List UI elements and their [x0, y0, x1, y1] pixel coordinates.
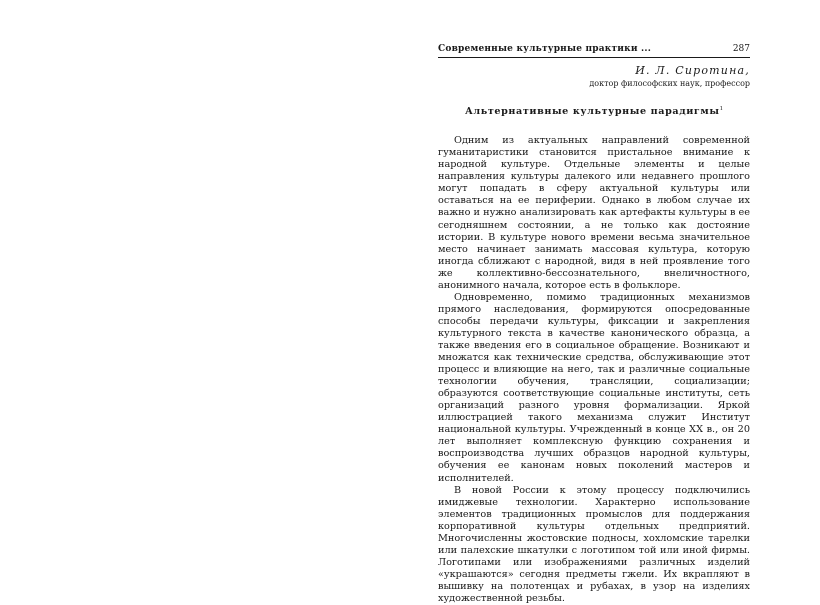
author-name: И. Л. Сиротина, [635, 64, 750, 77]
footnote-marker: 1 [719, 106, 724, 112]
body-paragraph-3: В новой России к этому процессу подключились имиджевые технологии. Характерно использование элементов традиционных промыслов для поддержания корпоративной культуры отдельных предприятий. Многочисленны жостовские подносы, хохломские тарелки или палехские шкатулки с логотипом той или иной фирмы. Логотипами или изображениями различных изделий «украшаются» сегодня предметы гжели. Их вкрапляют в вышивку на полотенцах и рубахах, в узор на изделиях художественной резьбы. [438, 484, 750, 604]
article-title-text: Альтернативные культурные парадигмы [464, 106, 720, 118]
author-block [438, 64, 750, 89]
author-degree: доктор философских наук, профессор [589, 79, 750, 88]
body-paragraph-2: Одновременно, помимо традиционных механизмов прямого наследования, формируются опосредованные способы передачи культуры, фиксации и закрепления культурного текста в качестве канонического образца, а также введения его в социальное обращение. Возникают и множатся как технические средства, обслуживающие этот процесс и влияющие на него, так и различные социальные технологии обучения, трансляции, социализации; образуются соответствующие социальные институты, сеть организаций разного уровня формализации. Яркой иллюстрацией такого механизма служит Институт национальной культуры. Учрежденный в конце XX в., он 20 лет выполняет комплексную функцию сохранения и воспроизводства лучших образцов народной культуры, обучения ее канонам новых поколений мастеров и исполнителей. [438, 291, 750, 484]
body-paragraph-1: Одним из актуальных направлений современной гуманитаристики становится пристальное внимание к народной культуре. Отдельные элементы и целые направления культуры далекого или недавнего прошлого могут попадать в сферу актуальной культуры или оставаться на ее периферии. Однако в любом случае их важно и нужно анализировать как артефакты культуры в ее сегодняшнем состоянии, а не только как достояние истории. В культуре нового времени весьма значительное место начинает занимать массовая культура, которую иногда сближают с народной, видя в ней проявление того же коллективно-бессознательного, внеличностного, анонимного начала, которое есть в фольклоре. [438, 135, 750, 291]
book-page [438, 44, 750, 605]
article-title [438, 103, 750, 118]
running-head-title: Современные культурные практики ... [438, 44, 652, 54]
page-number: 287 [732, 44, 750, 54]
running-head [438, 44, 750, 58]
article-body [438, 135, 750, 605]
